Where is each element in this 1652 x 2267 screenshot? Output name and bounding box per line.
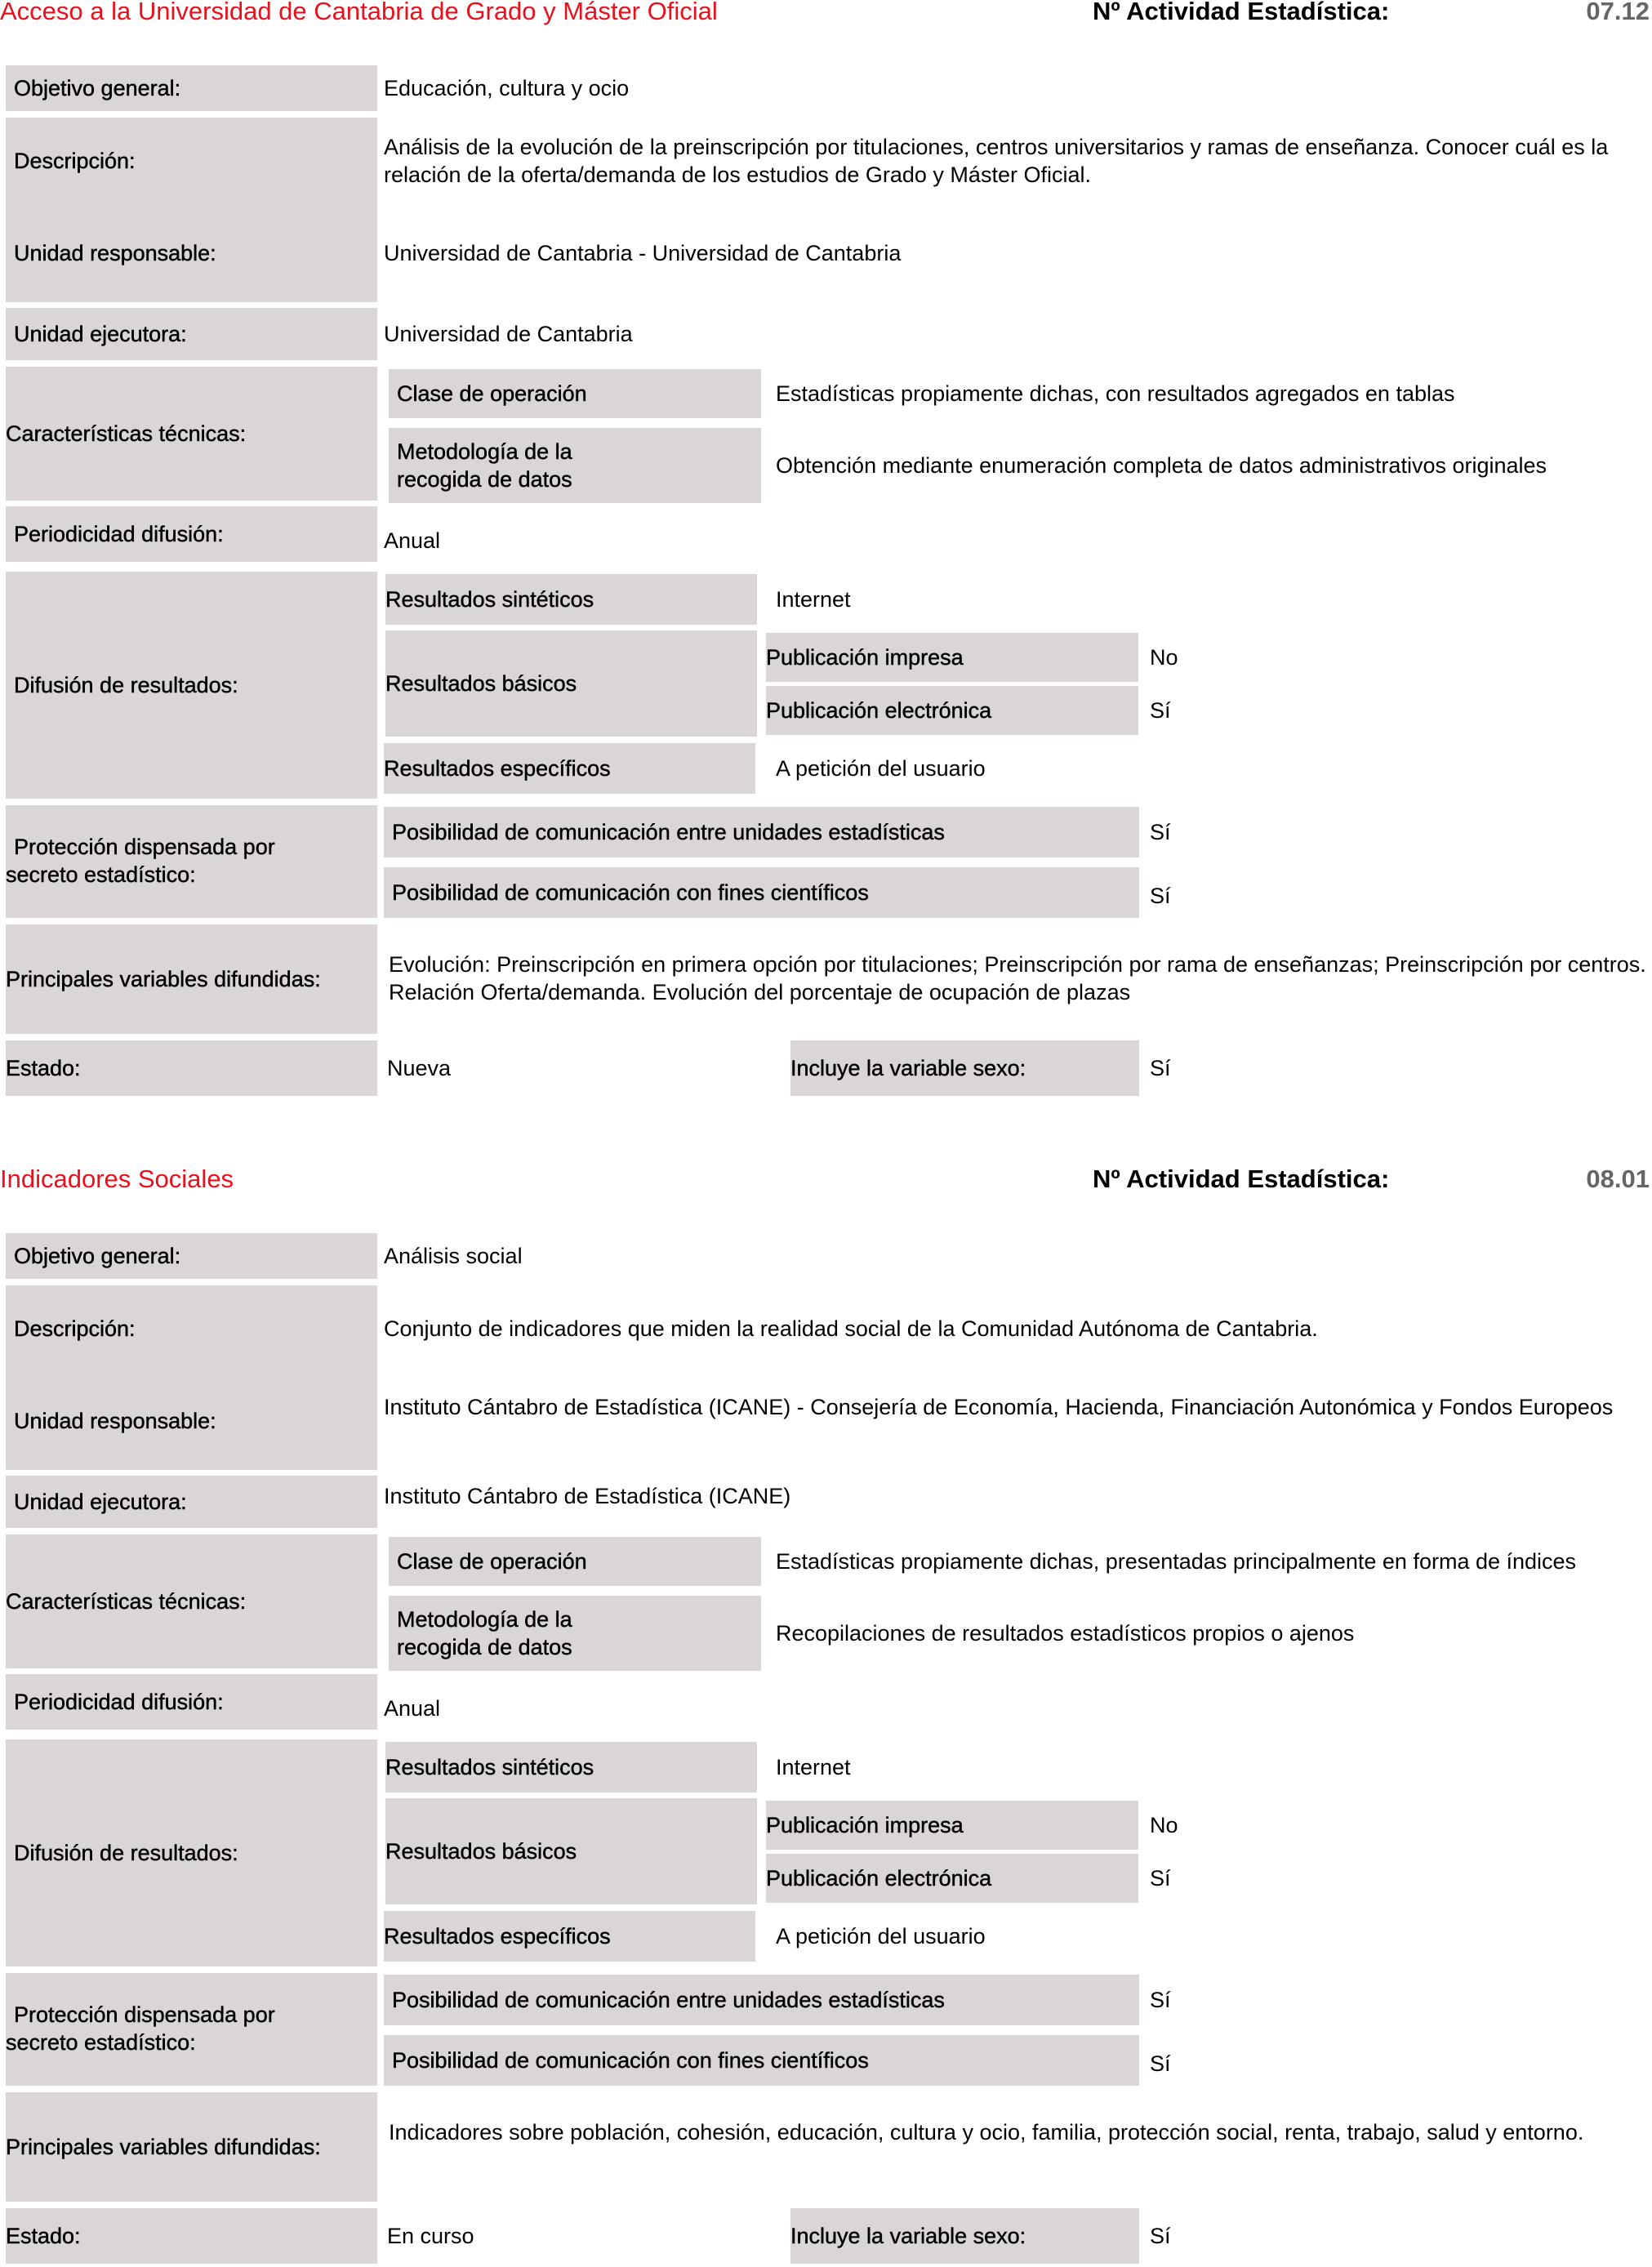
especificos-label: Resultados específicos — [384, 743, 755, 794]
metodologia-label — [389, 428, 761, 503]
metodologia-label-line-1: Metodología de la — [397, 1607, 572, 1632]
section-title: Acceso a la Universidad de Cantabria de Grado y Máster Oficial — [0, 0, 718, 25]
clase-operacion-value: Estadísticas propiamente dichas, con resultados agregados en tablas — [776, 381, 1455, 406]
proteccion-label-line-1: Protección dispensada por — [14, 2002, 275, 2027]
estado-value: Nueva — [387, 1056, 452, 1080]
difusion-label: Difusión de resultados: — [6, 572, 377, 799]
variables-label: Principales variables difundidas: — [6, 924, 377, 1034]
sexo-value: Sí — [1150, 2224, 1171, 2248]
variables-value: Evolución: Preinscripción en primera opción por titulaciones; Preinscripción por rama de enseñanzas; Preinscripción por centros. Relación Oferta/demanda. Evolución del porcentaje de ocupación de plazas — [389, 952, 1646, 1004]
activity-number: 07.12 — [1586, 0, 1650, 25]
difusion-label: Difusión de resultados: — [6, 1739, 377, 1966]
electronica-label: Publicación electrónica — [766, 1854, 1138, 1903]
unidad-ejecutora-label: Unidad ejecutora: — [6, 1476, 377, 1528]
clase-operacion-label: Clase de operación — [389, 1537, 761, 1586]
periodicidad-value: Anual — [384, 1696, 441, 1721]
section-1 — [0, 0, 1652, 1102]
estado-value: En curso — [387, 2224, 474, 2248]
unidad-ejecutora-value: Instituto Cántabro de Estadística (ICANE) — [384, 1484, 791, 1508]
variables-value: Indicadores sobre población, cohesión, educación, cultura y ocio, familia, protección social, renta, trabajo, salud y entorno. — [389, 2120, 1584, 2145]
impresa-value: No — [1150, 1813, 1178, 1837]
sinteticos-value: Internet — [776, 587, 851, 612]
comunicacion-unidades-label: Posibilidad de comunicación entre unidades estadísticas — [384, 1975, 1139, 2025]
unidad-ejecutora-value: Universidad de Cantabria — [384, 322, 633, 346]
clase-operacion-label: Clase de operación — [389, 369, 761, 418]
estado-label: Estado: — [6, 1040, 377, 1096]
especificos-value: A petición del usuario — [776, 1924, 986, 1949]
especificos-label: Resultados específicos — [384, 1911, 755, 1962]
electronica-value: Sí — [1150, 1866, 1171, 1891]
periodicidad-value: Anual — [384, 528, 441, 553]
objetivo-value: Análisis social — [384, 1244, 523, 1268]
basicos-label: Resultados básicos — [385, 1798, 757, 1904]
unidad-responsable-label: Unidad responsable: — [6, 1372, 377, 1470]
caracteristicas-label: Características técnicas: — [6, 367, 377, 501]
objetivo-label: Objetivo general: — [6, 1233, 377, 1279]
comunicacion-cientificos-value: Sí — [1150, 884, 1171, 908]
electronica-label: Publicación electrónica — [766, 686, 1138, 735]
especificos-value: A petición del usuario — [776, 756, 986, 781]
activity-number-label: Nº Actividad Estadística: — [1093, 1165, 1390, 1193]
clase-operacion-value: Estadísticas propiamente dichas, presentadas principalmente en forma de índices — [776, 1549, 1577, 1574]
sinteticos-label: Resultados sintéticos — [385, 574, 757, 625]
unidad-ejecutora-label: Unidad ejecutora: — [6, 308, 377, 360]
sexo-label: Incluye la variable sexo: — [790, 2208, 1139, 2264]
objetivo-value: Educación, cultura y ocio — [384, 76, 630, 100]
metodologia-label-line-2: recogida de datos — [397, 467, 572, 492]
periodicidad-label: Periodicidad difusión: — [6, 506, 377, 562]
sinteticos-value: Internet — [776, 1755, 851, 1779]
sexo-label: Incluye la variable sexo: — [790, 1040, 1139, 1096]
proteccion-label-line-2: secreto estadístico: — [6, 862, 196, 887]
unidad-responsable-value: Universidad de Cantabria - Universidad de Cantabria — [384, 241, 902, 265]
impresa-label: Publicación impresa — [766, 633, 1138, 682]
descripcion-value: Conjunto de indicadores que miden la realidad social de la Comunidad Autónoma de Cantabria. — [384, 1316, 1318, 1341]
section-2 — [0, 1165, 1652, 2267]
periodicidad-label: Periodicidad difusión: — [6, 1674, 377, 1730]
metodologia-label-line-2: recogida de datos — [397, 1635, 572, 1659]
unidad-responsable-label: Unidad responsable: — [6, 204, 377, 302]
metodologia-label — [389, 1596, 761, 1671]
estado-label: Estado: — [6, 2208, 377, 2264]
proteccion-label — [6, 1973, 377, 2086]
descripcion-value: Análisis de la evolución de la preinscripción por titulaciones, centros universitarios y ramas de enseñanza. Conocer cuál es la relación de la oferta/demanda de los estudios de Grado y Máster Oficial. — [384, 135, 1609, 187]
objetivo-label: Objetivo general: — [6, 65, 377, 111]
impresa-label: Publicación impresa — [766, 1801, 1138, 1850]
activity-number: 08.01 — [1586, 1165, 1650, 1193]
comunicacion-cientificos-label: Posibilidad de comunicación con fines científicos — [384, 867, 1139, 918]
sexo-value: Sí — [1150, 1056, 1171, 1080]
basicos-label: Resultados básicos — [385, 630, 757, 737]
comunicacion-unidades-value: Sí — [1150, 1988, 1171, 2012]
comunicacion-unidades-label: Posibilidad de comunicación entre unidades estadísticas — [384, 807, 1139, 857]
comunicacion-cientificos-value: Sí — [1150, 2051, 1171, 2076]
comunicacion-unidades-value: Sí — [1150, 820, 1171, 844]
sinteticos-label: Resultados sintéticos — [385, 1742, 757, 1793]
descripcion-label: Descripción: — [6, 1285, 377, 1372]
caracteristicas-label: Características técnicas: — [6, 1534, 377, 1668]
variables-label: Principales variables difundidas: — [6, 2092, 377, 2202]
comunicacion-cientificos-label: Posibilidad de comunicación con fines científicos — [384, 2035, 1139, 2086]
electronica-value: Sí — [1150, 698, 1171, 723]
metodologia-value: Recopilaciones de resultados estadísticos propios o ajenos — [776, 1621, 1355, 1646]
section-title: Indicadores Sociales — [0, 1165, 234, 1193]
metodologia-value: Obtención mediante enumeración completa de datos administrativos originales — [776, 453, 1547, 478]
proteccion-label — [6, 805, 377, 918]
proteccion-label-line-1: Protección dispensada por — [14, 835, 275, 859]
descripcion-label: Descripción: — [6, 118, 377, 204]
unidad-responsable-value: Instituto Cántabro de Estadística (ICANE) - Consejería de Economía, Hacienda, Financiación Autonómica y Fondos Europeos — [384, 1395, 1614, 1419]
proteccion-label-line-2: secreto estadístico: — [6, 2030, 196, 2055]
impresa-value: No — [1150, 645, 1178, 670]
activity-number-label: Nº Actividad Estadística: — [1093, 0, 1390, 25]
metodologia-label-line-1: Metodología de la — [397, 439, 572, 464]
